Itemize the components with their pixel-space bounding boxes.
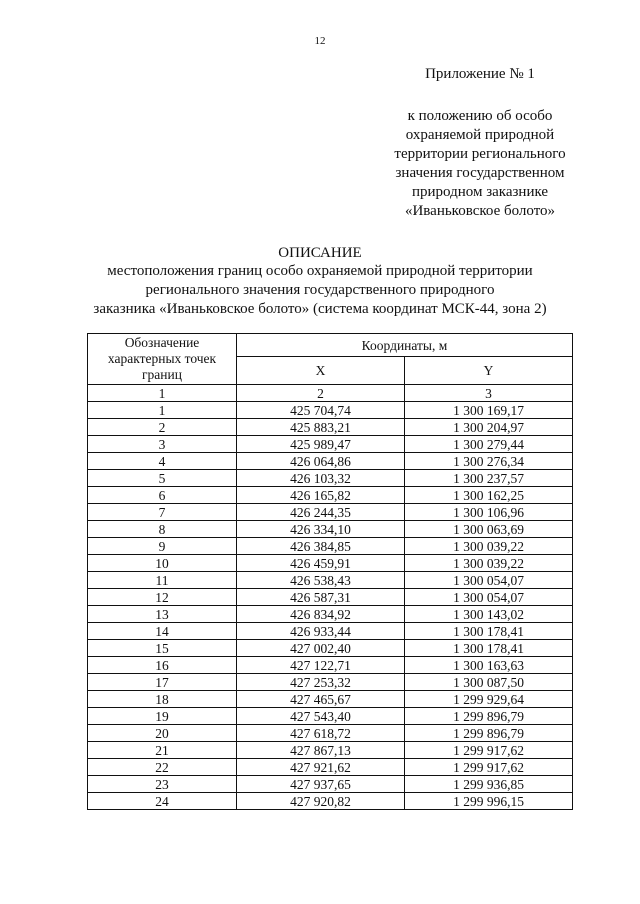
y-coordinate-cell: 1 299 936,85 — [405, 776, 573, 793]
point-number-cell: 9 — [88, 538, 237, 555]
x-coordinate-cell: 427 618,72 — [237, 725, 405, 742]
y-coordinate-cell: 1 300 178,41 — [405, 640, 573, 657]
table-row — [88, 521, 573, 538]
point-number-cell: 8 — [88, 521, 237, 538]
y-coordinate-cell: 1 299 996,15 — [405, 793, 573, 810]
document-title: ОПИСАНИЕ — [278, 245, 362, 261]
x-coordinate-cell: 426 834,92 — [237, 606, 405, 623]
x-coordinate-cell: 427 937,65 — [237, 776, 405, 793]
table-row — [88, 708, 573, 725]
appendix-subtitle-line: природном заказнике — [411, 184, 549, 200]
x-coordinate-cell: 427 465,67 — [237, 691, 405, 708]
appendix-subtitle — [380, 107, 580, 221]
table-row — [88, 436, 573, 453]
x-coordinate-cell: 427 253,32 — [237, 674, 405, 691]
appendix-title: Приложение № 1 — [425, 66, 535, 82]
point-number-cell: 10 — [88, 555, 237, 572]
y-coordinate-cell: 1 300 054,07 — [405, 589, 573, 606]
y-coordinate-cell: 1 300 178,41 — [405, 623, 573, 640]
point-number-cell: 21 — [88, 742, 237, 759]
table-row — [88, 759, 573, 776]
point-number-cell: 17 — [88, 674, 237, 691]
point-number-cell: 6 — [88, 487, 237, 504]
y-coordinate-cell: 1 299 917,62 — [405, 742, 573, 759]
header-point-designation: Обозначение характерных точек границ — [88, 334, 237, 385]
point-number-cell: 11 — [88, 572, 237, 589]
point-number-cell: 18 — [88, 691, 237, 708]
point-number-cell: 13 — [88, 606, 237, 623]
point-number-cell: 22 — [88, 759, 237, 776]
y-coordinate-cell: 1 300 054,07 — [405, 572, 573, 589]
x-coordinate-cell: 425 989,47 — [237, 436, 405, 453]
y-coordinate-cell: 1 300 163,63 — [405, 657, 573, 674]
table-row — [88, 776, 573, 793]
table-row — [88, 504, 573, 521]
x-coordinate-cell: 427 867,13 — [237, 742, 405, 759]
point-number-cell: 16 — [88, 657, 237, 674]
point-number-cell: 14 — [88, 623, 237, 640]
document-subtitle — [0, 262, 640, 319]
point-number-cell: 1 — [88, 402, 237, 419]
y-coordinate-cell: 1 300 106,96 — [405, 504, 573, 521]
x-coordinate-cell: 425 704,74 — [237, 402, 405, 419]
header-y: Y — [405, 357, 573, 385]
x-coordinate-cell: 426 459,91 — [237, 555, 405, 572]
x-coordinate-cell: 426 587,31 — [237, 589, 405, 606]
table-row — [88, 691, 573, 708]
table-row — [88, 470, 573, 487]
y-coordinate-cell: 1 300 169,17 — [405, 402, 573, 419]
table-row — [88, 674, 573, 691]
point-number-cell: 20 — [88, 725, 237, 742]
appendix-subtitle-line: к положению об особо — [407, 108, 553, 124]
table-row — [88, 555, 573, 572]
table-row — [88, 793, 573, 810]
document-subtitle-line: заказника «Иваньковское болото» (система координат МСК-44, зона 2) — [93, 301, 547, 317]
point-number-cell: 2 — [88, 419, 237, 436]
x-coordinate-cell: 427 921,62 — [237, 759, 405, 776]
appendix-subtitle-line: значения государственном — [395, 165, 565, 181]
point-number-cell: 19 — [88, 708, 237, 725]
x-coordinate-cell: 425 883,21 — [237, 419, 405, 436]
y-coordinate-cell: 1 300 087,50 — [405, 674, 573, 691]
document-subtitle-line: местоположения границ особо охраняемой природной территории — [107, 263, 533, 279]
table-row — [88, 742, 573, 759]
column-number: 2 — [237, 385, 405, 402]
header-x: X — [237, 357, 405, 385]
point-number-cell: 5 — [88, 470, 237, 487]
column-number: 3 — [405, 385, 573, 402]
y-coordinate-cell: 1 300 276,34 — [405, 453, 573, 470]
x-coordinate-cell: 426 064,86 — [237, 453, 405, 470]
y-coordinate-cell: 1 300 039,22 — [405, 538, 573, 555]
x-coordinate-cell: 427 122,71 — [237, 657, 405, 674]
appendix-subtitle-line: «Иваньковское болото» — [404, 203, 556, 219]
table-row — [88, 402, 573, 419]
coordinates-table — [87, 333, 573, 810]
point-number-cell: 7 — [88, 504, 237, 521]
point-number-cell: 23 — [88, 776, 237, 793]
x-coordinate-cell: 426 933,44 — [237, 623, 405, 640]
point-number-cell: 3 — [88, 436, 237, 453]
table-row — [88, 453, 573, 470]
y-coordinate-cell: 1 299 896,79 — [405, 708, 573, 725]
header-coordinates: Координаты, м — [237, 334, 573, 357]
table-row — [88, 606, 573, 623]
table-row — [88, 419, 573, 436]
table-row — [88, 589, 573, 606]
y-coordinate-cell: 1 300 204,97 — [405, 419, 573, 436]
x-coordinate-cell: 426 244,35 — [237, 504, 405, 521]
y-coordinate-cell: 1 300 143,02 — [405, 606, 573, 623]
table-row — [88, 657, 573, 674]
x-coordinate-cell: 426 334,10 — [237, 521, 405, 538]
x-coordinate-cell: 427 002,40 — [237, 640, 405, 657]
y-coordinate-cell: 1 299 917,62 — [405, 759, 573, 776]
point-number-cell: 4 — [88, 453, 237, 470]
y-coordinate-cell: 1 300 162,25 — [405, 487, 573, 504]
y-coordinate-cell: 1 300 039,22 — [405, 555, 573, 572]
point-number-cell: 24 — [88, 793, 237, 810]
document-subtitle-line: регионального значения государственного природного — [145, 282, 495, 298]
y-coordinate-cell: 1 299 929,64 — [405, 691, 573, 708]
y-coordinate-cell: 1 300 237,57 — [405, 470, 573, 487]
x-coordinate-cell: 427 920,82 — [237, 793, 405, 810]
appendix-subtitle-line: территории регионального — [394, 146, 566, 162]
x-coordinate-cell: 426 165,82 — [237, 487, 405, 504]
table-row — [88, 572, 573, 589]
table-row — [88, 623, 573, 640]
y-coordinate-cell: 1 300 279,44 — [405, 436, 573, 453]
y-coordinate-cell: 1 299 896,79 — [405, 725, 573, 742]
x-coordinate-cell: 427 543,40 — [237, 708, 405, 725]
table-row — [88, 487, 573, 504]
table-row — [88, 640, 573, 657]
point-number-cell: 12 — [88, 589, 237, 606]
x-coordinate-cell: 426 384,85 — [237, 538, 405, 555]
table-row — [88, 725, 573, 742]
column-number: 1 — [88, 385, 237, 402]
appendix-subtitle-line: охраняемой природной — [405, 127, 555, 143]
x-coordinate-cell: 426 538,43 — [237, 572, 405, 589]
x-coordinate-cell: 426 103,32 — [237, 470, 405, 487]
table-row — [88, 538, 573, 555]
page-number: 12 — [314, 35, 326, 47]
point-number-cell: 15 — [88, 640, 237, 657]
table-body — [88, 402, 573, 810]
y-coordinate-cell: 1 300 063,69 — [405, 521, 573, 538]
